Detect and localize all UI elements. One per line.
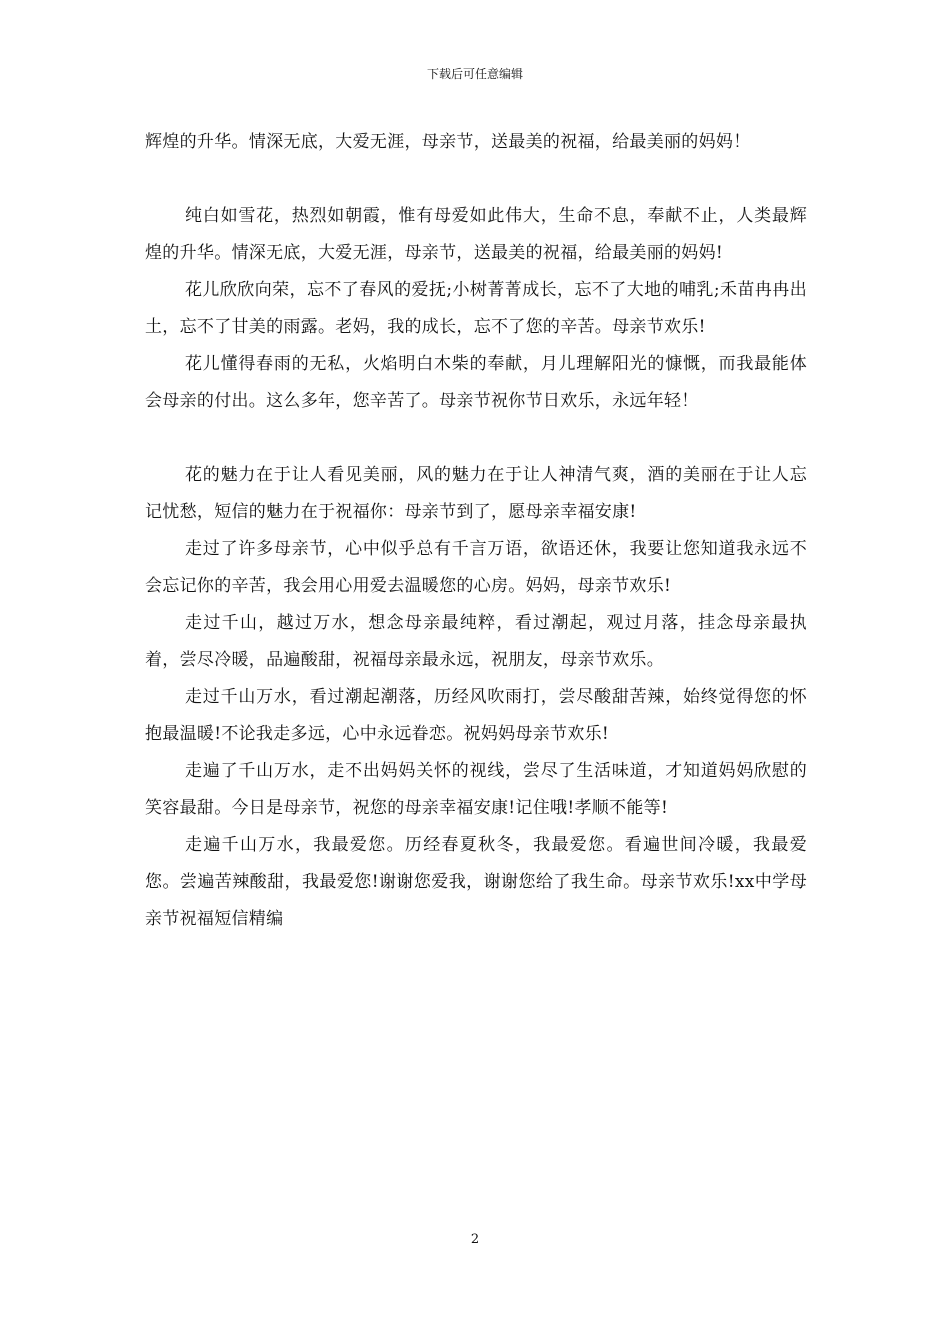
paragraph: 走过千山，越过万水，想念母亲最纯粹，看过潮起，观过月落，挂念母亲最执着，尝尽冷暖，品遍酸甜，祝福母亲最永远，祝朋友，母亲节欢乐。 [145, 613, 807, 670]
paragraph: 走过千山万水，看过潮起潮落，历经风吹雨打，尝尽酸甜苦辣，始终觉得您的怀抱最温暖!不论我走多远，心中永远眷恋。祝妈妈母亲节欢乐! [145, 687, 807, 744]
page-number: 2 [470, 1232, 480, 1247]
paragraph: 花儿欣欣向荣，忘不了春风的爱抚;小树菁菁成长，忘不了大地的哺乳;禾苗冉冉出土，忘不了甘美的雨露。老妈，我的成长，忘不了您的辛苦。母亲节欢乐! [145, 280, 807, 337]
paragraph-spacer [145, 420, 807, 457]
paragraph: 走过了许多母亲节，心中似乎总有千言万语，欲语还休，我要让您知道我永远不会忘记你的辛苦，我会用心用爱去温暖您的心房。妈妈，母亲节欢乐! [145, 539, 807, 596]
document-body [145, 124, 807, 938]
paragraph: 花儿懂得春雨的无私，火焰明白木柴的奉献，月儿理解阳光的慷慨，而我最能体会母亲的付出。这么多年，您辛苦了。母亲节祝你节日欢乐，永远年轻！ [145, 354, 807, 411]
paragraph-spacer [145, 161, 807, 198]
paragraph: 花的魅力在于让人看见美丽，风的魅力在于让人神清气爽，酒的美丽在于让人忘记忧愁，短信的魅力在于祝福你：母亲节到了，愿母亲幸福安康! [145, 465, 807, 522]
paragraph: 走遍了千山万水，走不出妈妈关怀的视线，尝尽了生活味道，才知道妈妈欣慰的笑容最甜。今日是母亲节，祝您的母亲幸福安康!记住哦!孝顺不能等! [145, 761, 807, 818]
page-header-note: 下载后可任意编辑 [426, 67, 523, 81]
paragraph: 纯白如雪花，热烈如朝霞，惟有母爱如此伟大，生命不息，奉献不止，人类最辉煌的升华。情深无底，大爱无涯，母亲节，送最美的祝福，给最美丽的妈妈! [145, 206, 807, 263]
paragraph-continued: 辉煌的升华。情深无底，大爱无涯，母亲节，送最美的祝福，给最美丽的妈妈！ [145, 132, 751, 152]
paragraph: 走遍千山万水，我最爱您。历经春夏秋冬，我最爱您。看遍世间冷暖，我最爱您。尝遍苦辣酸甜，我最爱您!谢谢您爱我，谢谢您给了我生命。母亲节欢乐!xx中学母亲节祝福短信精编 [145, 835, 807, 929]
